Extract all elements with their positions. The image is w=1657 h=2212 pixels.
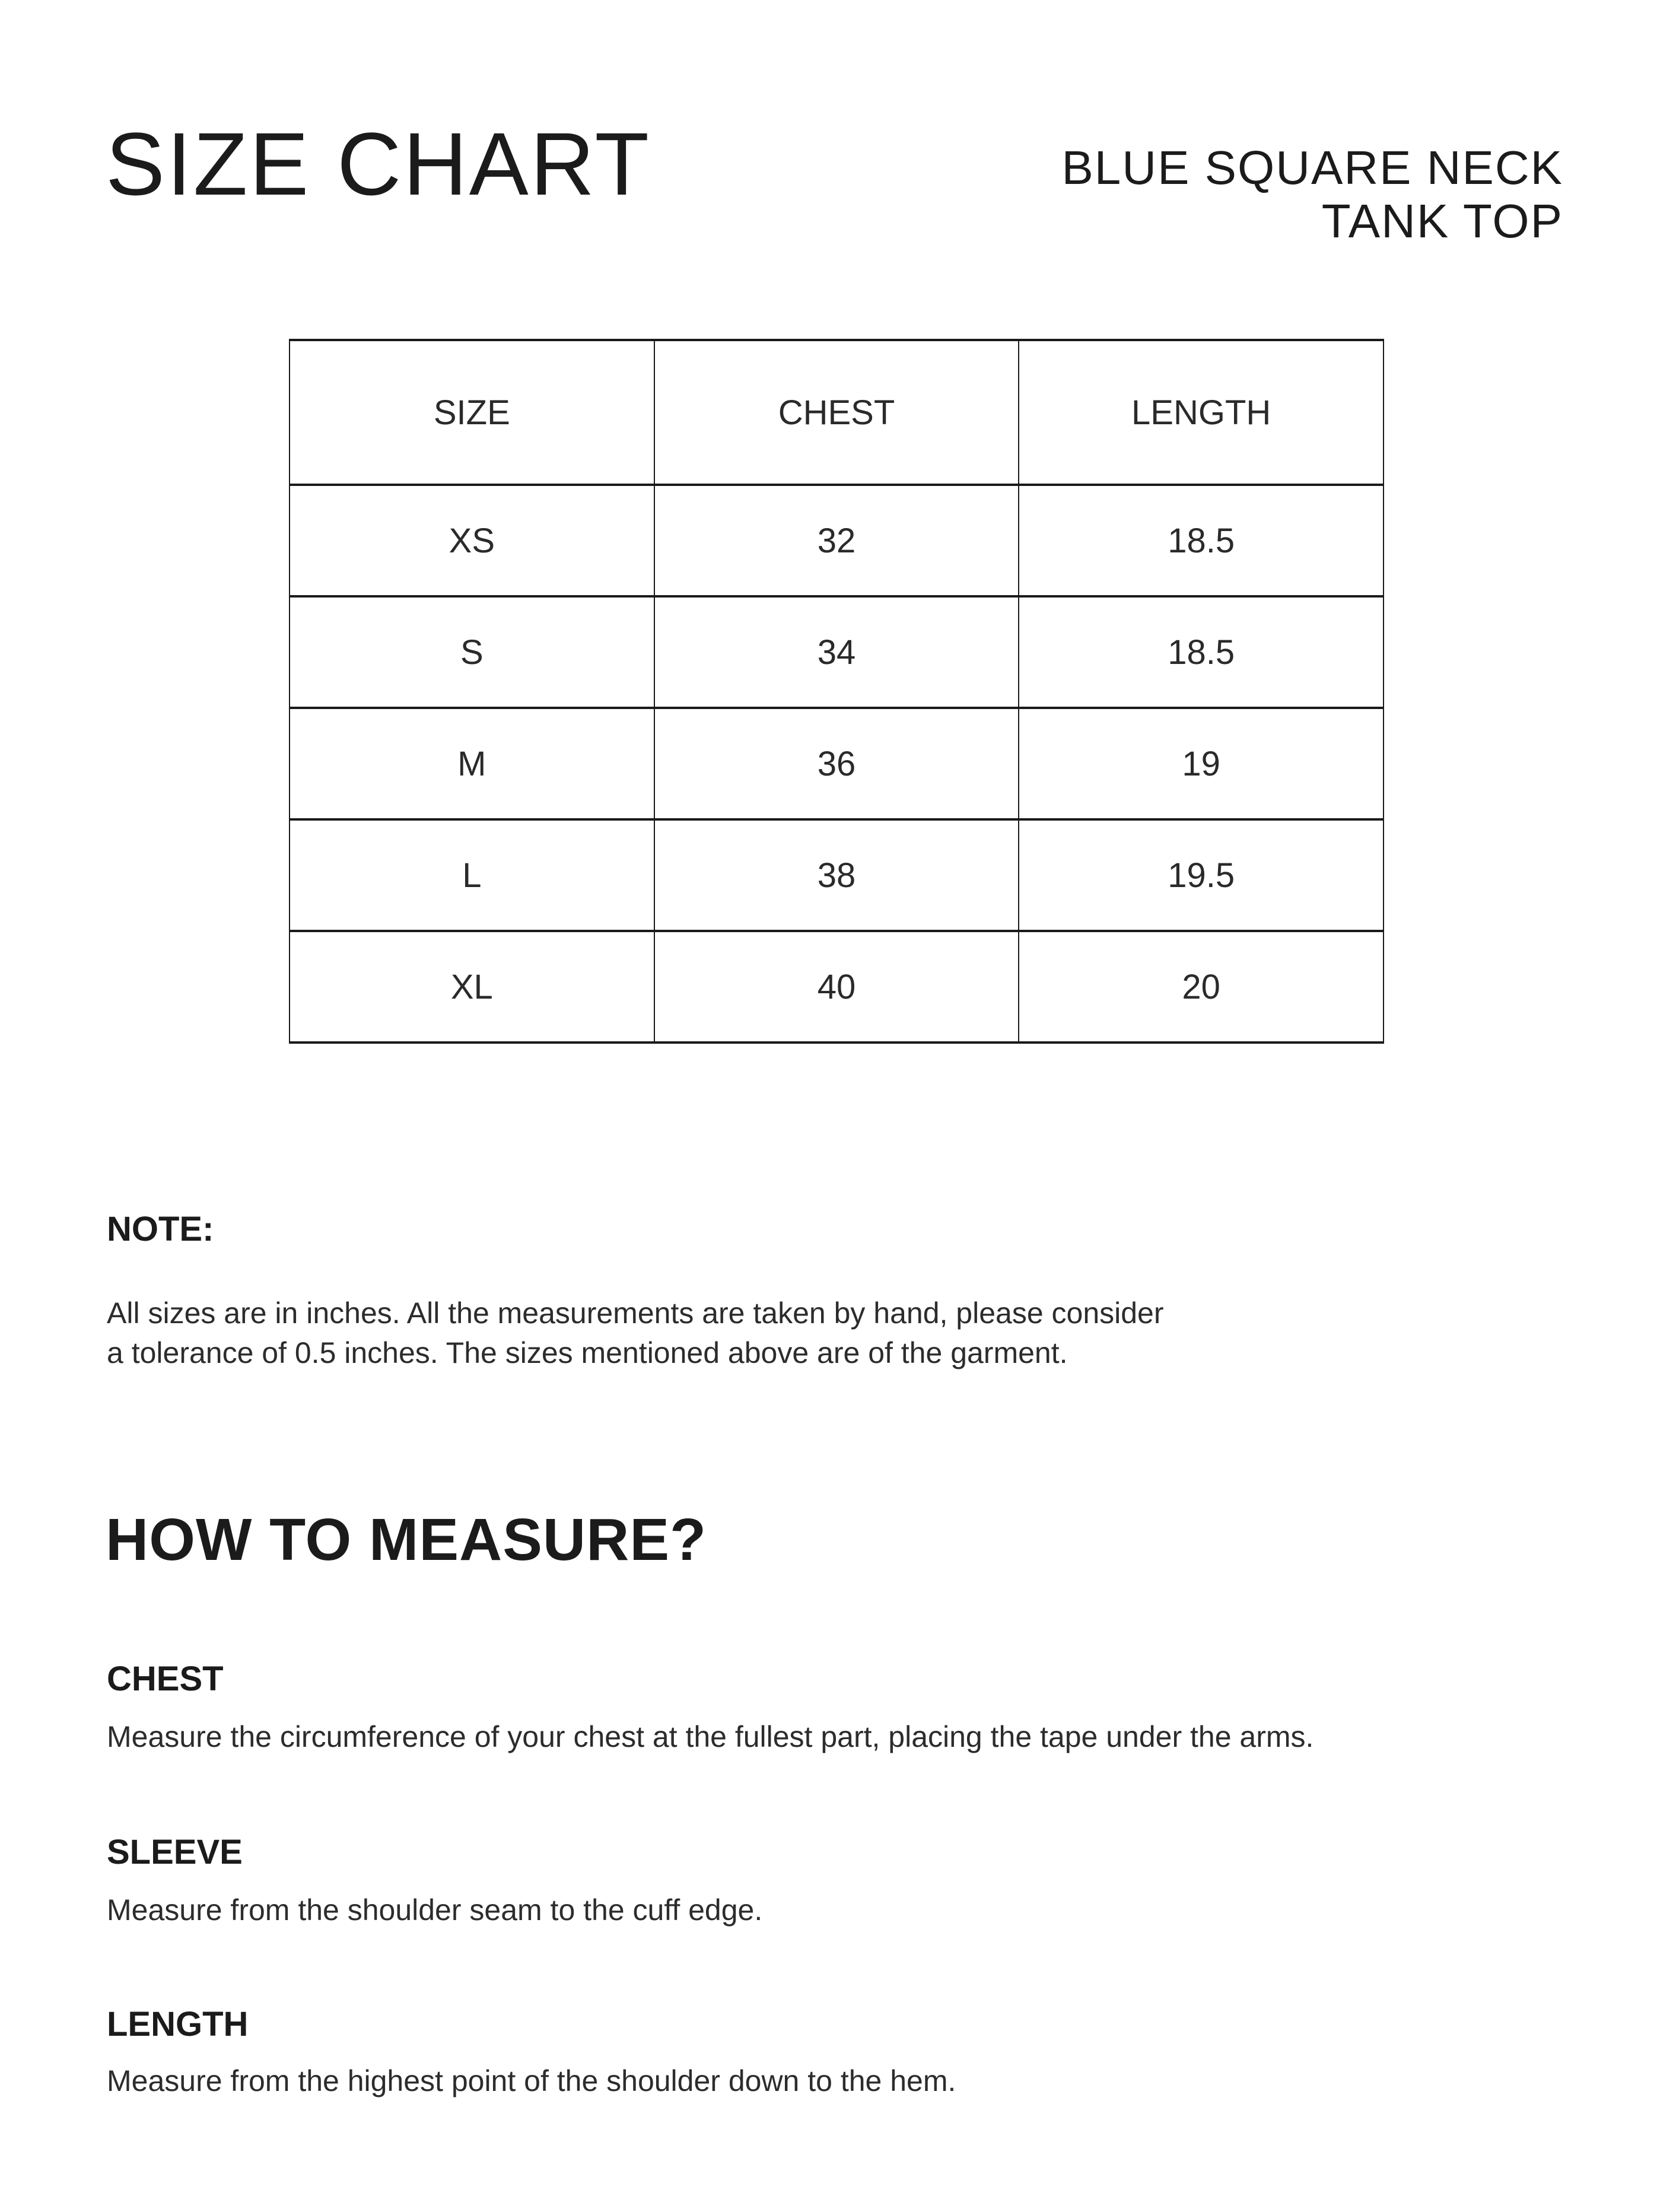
cell-length: 18.5 — [1019, 596, 1384, 708]
table-row-xs — [290, 485, 1384, 596]
table-row-s — [290, 596, 1384, 708]
note-body-line2: a tolerance of 0.5 inches. The sizes mentioned above are of the garment. — [107, 1336, 1068, 1369]
note-body — [107, 1293, 1164, 1373]
measure-length-heading: LENGTH — [107, 2005, 249, 2043]
note-body-line1: All sizes are in inches. All the measurements are taken by hand, please consider — [107, 1296, 1164, 1330]
cell-size: XS — [290, 485, 654, 596]
column-header-size: SIZE — [290, 340, 654, 485]
table-row-l — [290, 819, 1384, 931]
table-row-xl — [290, 931, 1384, 1043]
cell-chest: 40 — [654, 931, 1019, 1043]
cell-length: 19.5 — [1019, 819, 1384, 931]
product-name-line1: BLUE SQUARE NECK — [1061, 141, 1563, 194]
note-heading: NOTE: — [107, 1210, 214, 1248]
table-row-m — [290, 708, 1384, 819]
measure-sleeve-description: Measure from the shoulder seam to the cuff edge. — [107, 1893, 763, 1927]
product-name — [1061, 141, 1563, 247]
cell-chest: 36 — [654, 708, 1019, 819]
page-title: SIZE CHART — [106, 114, 651, 214]
cell-chest: 38 — [654, 819, 1019, 931]
cell-chest: 34 — [654, 596, 1019, 708]
cell-size: XL — [290, 931, 654, 1043]
how-to-measure-heading: HOW TO MEASURE? — [106, 1507, 707, 1573]
cell-size: M — [290, 708, 654, 819]
size-table — [289, 339, 1384, 1044]
measure-chest-heading: CHEST — [107, 1660, 224, 1698]
cell-length: 18.5 — [1019, 485, 1384, 596]
cell-chest: 32 — [654, 485, 1019, 596]
cell-size: L — [290, 819, 654, 931]
cell-size: S — [290, 596, 654, 708]
measure-chest-description: Measure the circumference of your chest at the fullest part, placing the tape under the arms. — [107, 1720, 1314, 1753]
cell-length: 20 — [1019, 931, 1384, 1043]
cell-length: 19 — [1019, 708, 1384, 819]
measure-sleeve-heading: SLEEVE — [107, 1833, 243, 1871]
measure-length-description: Measure from the highest point of the shoulder down to the hem. — [107, 2064, 956, 2097]
size-table-header-row — [290, 340, 1384, 485]
column-header-length: LENGTH — [1019, 340, 1384, 485]
column-header-chest: CHEST — [654, 340, 1019, 485]
product-name-line2: TANK TOP — [1321, 194, 1563, 247]
